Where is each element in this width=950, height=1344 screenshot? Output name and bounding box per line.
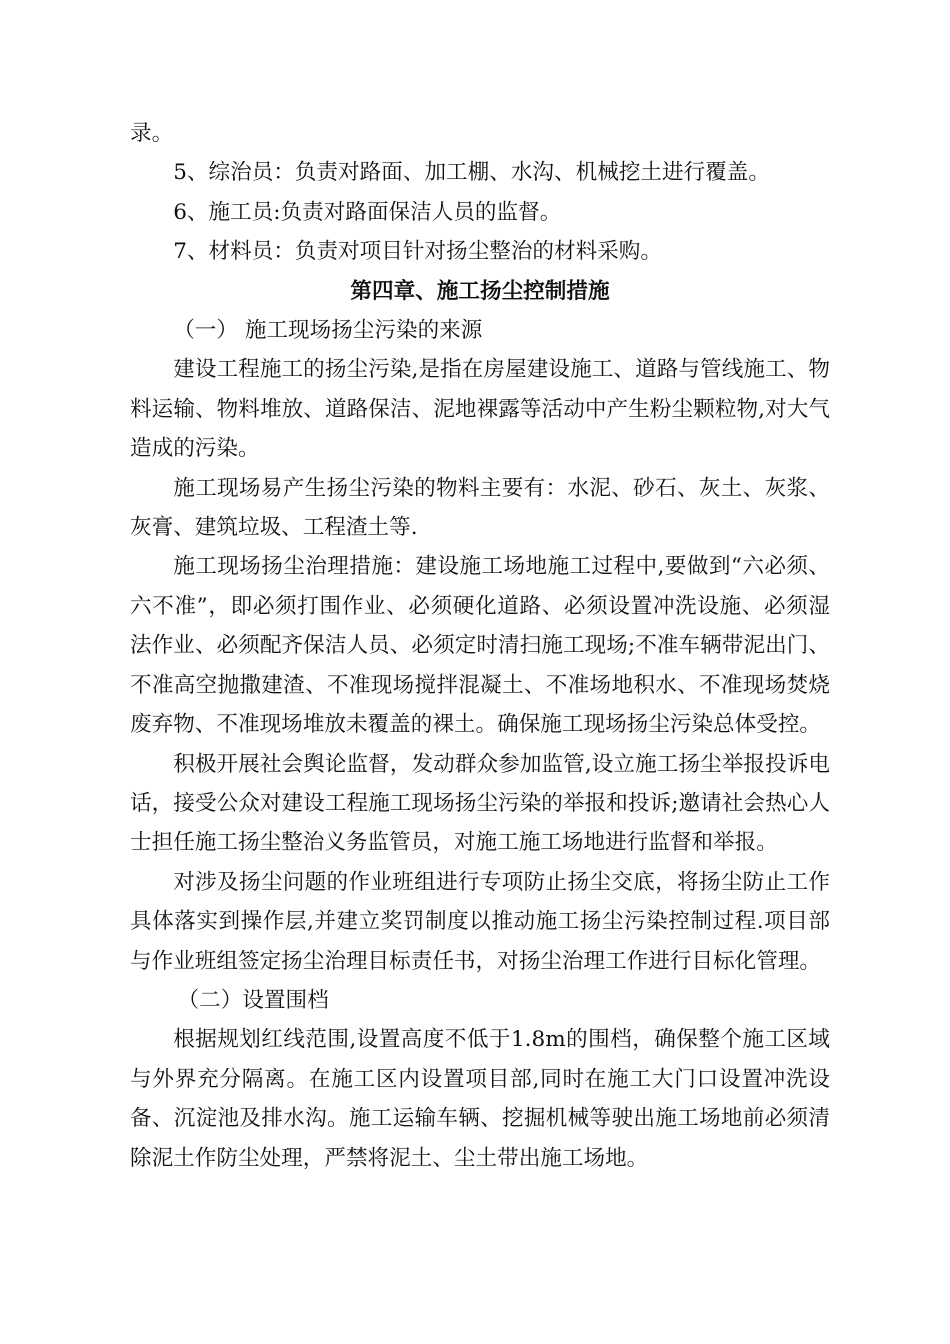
- chapter-heading: 第四章、施工扬尘控制措施: [350, 278, 610, 304]
- list-item-5: 5、综治员：负责对路面、加工棚、水沟、机械挖土进行覆盖。: [173, 160, 770, 186]
- section-heading-1: （一） 施工现场扬尘污染的来源: [173, 318, 483, 344]
- list-item-7: 7、材料员：负责对项目针对扬尘整治的材料采购。: [173, 239, 662, 265]
- paragraph-dust-pollution-definition: 建设工程施工的扬尘污染,是指在房屋建设施工、道路与管线施工、物料运输、物料堆放、道路保洁、泥地裸露等活动中产生粉尘颗粒物,对大气造成的污染。: [130, 357, 830, 462]
- paragraph-dust-materials: 施工现场易产生扬尘污染的物料主要有：水泥、砂石、灰土、灰浆、灰膏、建筑垃圾、工程渣土等.: [130, 475, 830, 541]
- paragraph-continuation: 录。: [130, 121, 174, 146]
- section-heading-2: （二）设置围档: [177, 987, 329, 1013]
- list-item-6: 6、施工员:负责对路面保洁人员的监督。: [173, 199, 562, 225]
- paragraph-public-supervision: 积极开展社会舆论监督，发动群众参加监管,设立施工扬尘举报投诉电话，接受公众对建设工程施工现场扬尘污染的举报和投诉;邀请社会热心人士担任施工扬尘整治义务监管员，对施工施工场地进行监督和举报。: [130, 751, 830, 856]
- document-page: [130, 114, 830, 1178]
- paragraph-enclosure: 根据规划红线范围,设置高度不低于1.8m的围档，确保整个施工区域与外界充分隔离。在施工区内设置项目部,同时在施工大门口设置冲洗设备、沉淀池及排水沟。施工运输车辆、挖掘机械等驶出施工场地前必须清除泥土作防尘处理，严禁将泥土、尘土带出施工场地。: [130, 1027, 830, 1171]
- paragraph-team-responsibility: 对涉及扬尘问题的作业班组进行专项防止扬尘交底，将扬尘防止工作具体落实到操作层,并建立奖罚制度以推动施工扬尘污染控制过程.项目部与作业班组签定扬尘治理目标责任书，对扬尘治理工作进行目标化管理。: [130, 869, 830, 974]
- paragraph-control-measures: 施工现场扬尘治理措施：建设施工场地施工过程中,要做到“六必须、六不准”，即必须打围作业、必须硬化道路、必须设置冲洗设施、必须湿法作业、必须配齐保洁人员、必须定时清扫施工现场;不准车辆带泥出门、不准高空抛撒建渣、不准现场搅拌混凝土、不准场地积水、不准现场焚烧废弃物、不准现场堆放未覆盖的裸土。确保施工现场扬尘污染总体受控。: [130, 554, 830, 738]
